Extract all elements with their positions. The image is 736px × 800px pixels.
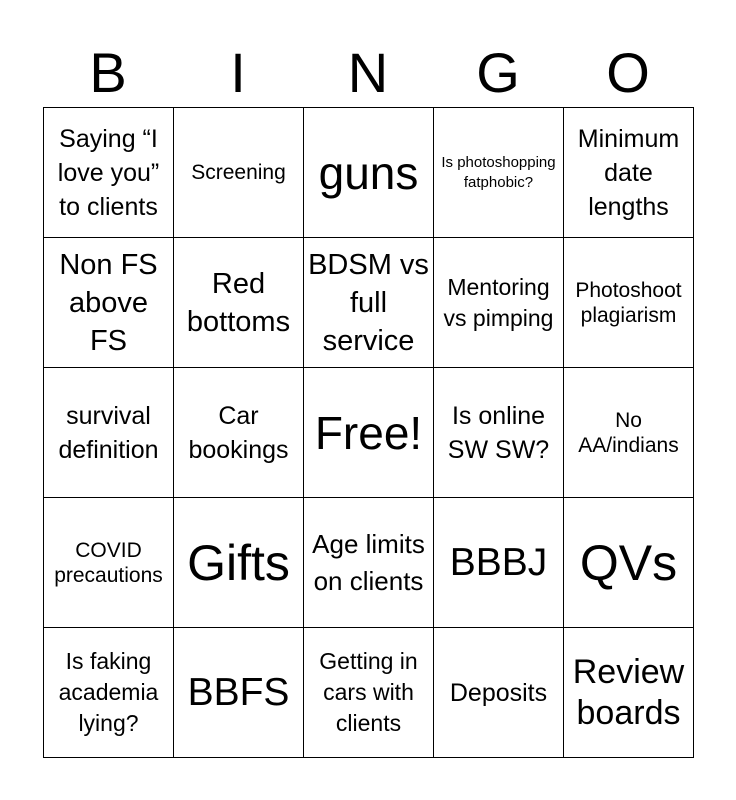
bingo-cell[interactable]: Free! xyxy=(304,368,434,498)
bingo-cell[interactable]: Is faking academia lying? xyxy=(44,628,174,758)
bingo-cell[interactable]: Saying “I love you” to clients xyxy=(44,108,174,238)
board-row xyxy=(44,108,694,238)
bingo-cell[interactable]: COVID precautions xyxy=(44,498,174,628)
bingo-header xyxy=(43,40,693,106)
bingo-cell[interactable]: Is online SW SW? xyxy=(434,368,564,498)
bingo-cell[interactable]: guns xyxy=(304,108,434,238)
bingo-cell[interactable]: Gifts xyxy=(174,498,304,628)
header-letter-b: B xyxy=(89,41,127,104)
bingo-cell[interactable]: Minimum date lengths xyxy=(564,108,694,238)
board-row xyxy=(44,628,694,758)
header-letter-n: N xyxy=(347,41,389,104)
bingo-cell[interactable]: BBBJ xyxy=(434,498,564,628)
bingo-cell[interactable]: Screening xyxy=(174,108,304,238)
header-letter-i: I xyxy=(230,41,246,104)
header-letter-g: G xyxy=(476,41,520,104)
board-row xyxy=(44,498,694,628)
bingo-cell[interactable]: No AA/indians xyxy=(564,368,694,498)
bingo-cell[interactable]: Age limits on clients xyxy=(304,498,434,628)
board-row xyxy=(44,238,694,368)
board-row xyxy=(44,368,694,498)
bingo-cell[interactable]: BDSM vs full service xyxy=(304,238,434,368)
bingo-cell[interactable]: survival definition xyxy=(44,368,174,498)
bingo-cell[interactable]: Review boards xyxy=(564,628,694,758)
bingo-cell[interactable]: Non FS above FS xyxy=(44,238,174,368)
bingo-cell[interactable]: BBFS xyxy=(174,628,304,758)
bingo-cell[interactable]: Car bookings xyxy=(174,368,304,498)
bingo-cell[interactable]: Is photoshopping fatphobic? xyxy=(434,108,564,238)
bingo-cell[interactable]: Mentoring vs pimping xyxy=(434,238,564,368)
header-letter-o: O xyxy=(606,41,650,104)
bingo-cell[interactable]: Getting in cars with clients xyxy=(304,628,434,758)
bingo-cell[interactable]: QVs xyxy=(564,498,694,628)
bingo-cell[interactable]: Photoshoot plagiarism xyxy=(564,238,694,368)
bingo-cell[interactable]: Deposits xyxy=(434,628,564,758)
bingo-board xyxy=(43,107,694,758)
bingo-cell[interactable]: Red bottoms xyxy=(174,238,304,368)
